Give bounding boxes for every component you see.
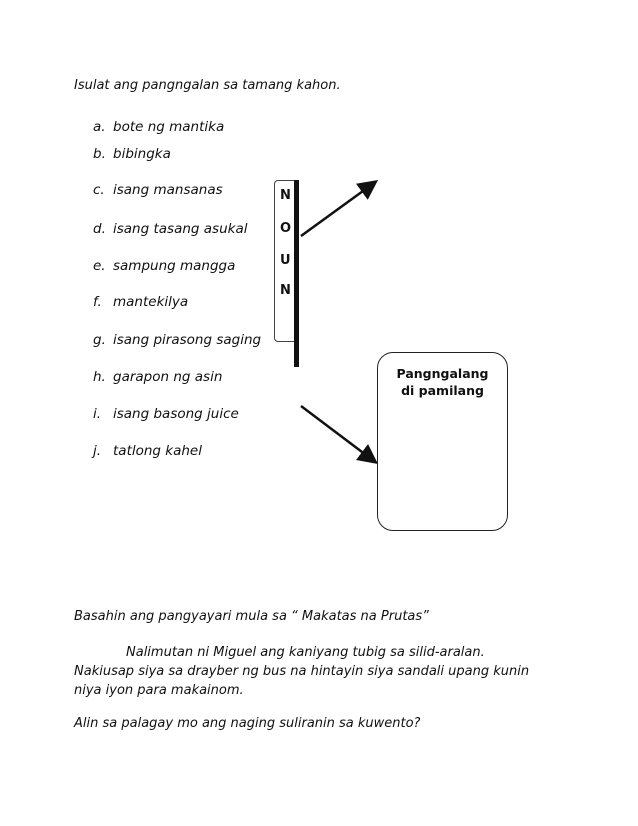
arrow-to-uncountable xyxy=(301,406,374,461)
list-item: d. isang tasang asukal xyxy=(93,221,248,237)
noun-letter: N xyxy=(280,188,291,203)
noun-letter: O xyxy=(280,221,292,236)
uncountable-noun-box xyxy=(377,352,508,531)
list-item: b. bibingka xyxy=(93,146,171,162)
uncountable-noun-label: Pangngalang di pamilang xyxy=(396,366,489,398)
story-line: Nakiusap siya sa drayber ng bus na hintayin siya sandali upang kunin xyxy=(74,664,530,679)
list-item: j. tatlong kahel xyxy=(93,443,202,459)
list-item: e. sampung mangga xyxy=(93,258,236,274)
arrow-to-countable xyxy=(301,183,374,236)
list-item: c. isang mansanas xyxy=(93,182,223,198)
list-item: h. garapon ng asin xyxy=(93,369,223,385)
instruction: Isulat ang pangngalan sa tamang kahon. xyxy=(74,78,341,93)
list-item: i. isang basong juice xyxy=(93,406,239,422)
story-line: niya iyon para makainom. xyxy=(74,683,244,698)
question: Alin sa palagay mo ang naging suliranin sa kuwento? xyxy=(74,716,421,731)
list-item: a. bote ng mantika xyxy=(93,119,225,135)
story-intro: Basahin ang pangyayari mula sa “ Makatas na Prutas” xyxy=(74,609,429,624)
list-item: f. mantekilya xyxy=(93,294,189,310)
noun-letter: N xyxy=(280,283,291,298)
noun-letter: U xyxy=(280,253,291,268)
list-item: g. isang pirasong saging xyxy=(93,332,262,348)
story-line: Nalimutan ni Miguel ang kaniyang tubig sa silid-aralan. xyxy=(126,645,485,660)
